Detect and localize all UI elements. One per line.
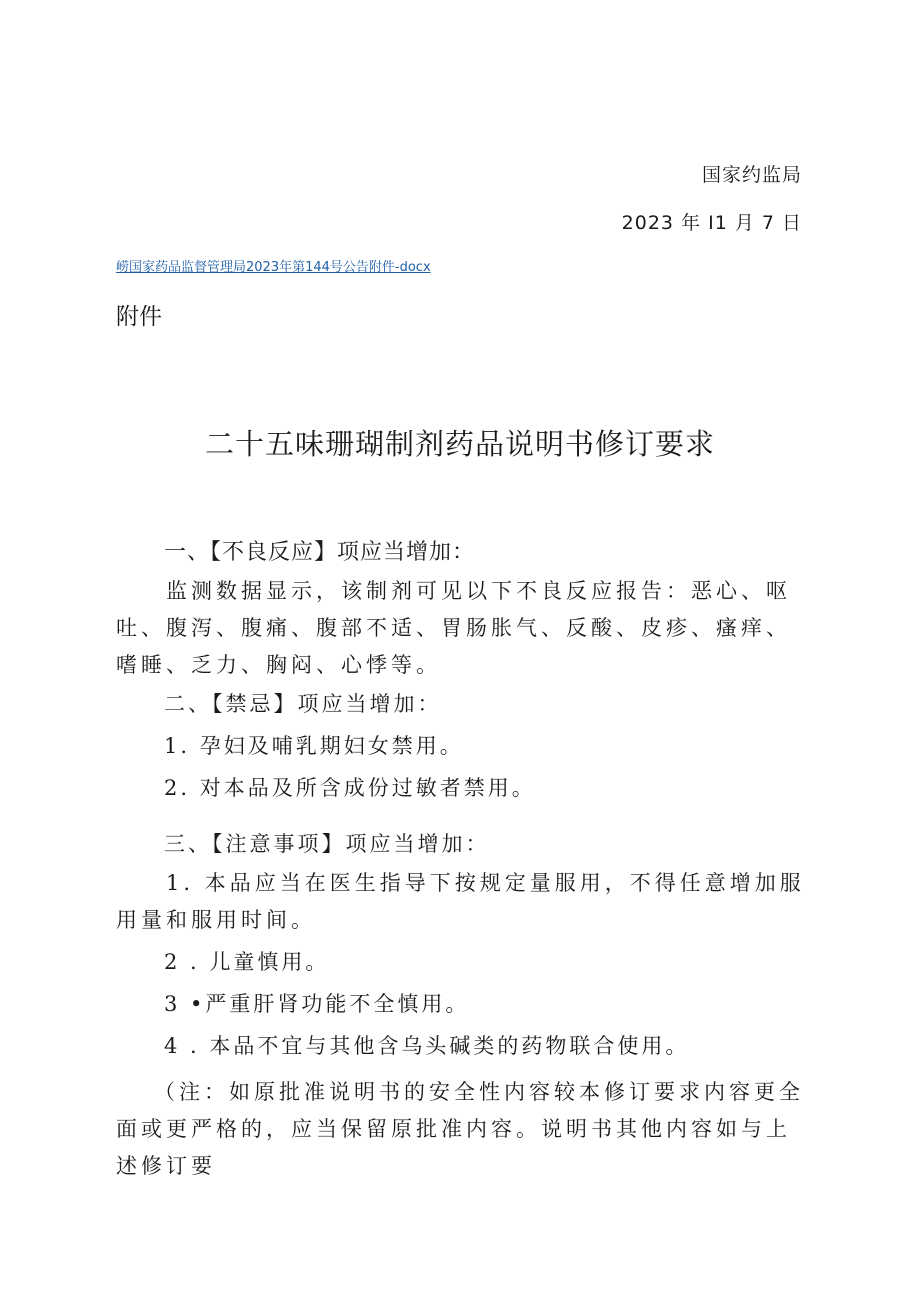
list-item: 1. 本品应当在医生指导下按规定量服用，不得任意增加服用量和服用时间。 — [116, 871, 805, 932]
note-paragraph: （注：如原批准说明书的安全性内容较本修订要求内容更全面或更严格的，应当保留原批准内容。说明书其他内容如与上述修订要 — [116, 1080, 804, 1178]
section-heading: 二、【禁忌】项应当增加： — [164, 692, 442, 716]
issue-date: 2023 年 I1 月 7 日 — [621, 212, 802, 234]
issuing-authority: 国家约监局 — [701, 164, 802, 186]
list-item: 2. 对本品及所含成份过敏者禁用。 — [164, 776, 536, 800]
attachment-file-link[interactable]: 崂国家药品监督管理局2023年第144号公告附件-docx — [116, 260, 431, 275]
section-precautions — [116, 826, 806, 1065]
section-heading: 三、【注意事项】项应当增加： — [164, 832, 490, 856]
document-title: 二十五味珊瑚制剂药品说明书修订要求 — [204, 427, 715, 461]
list-item: 2 . 儿童慎用。 — [164, 950, 330, 974]
list-item: 4 . 本品不宜与其他含乌头碱类的药物联合使用。 — [164, 1034, 690, 1058]
section-adverse-reactions — [116, 534, 806, 684]
section-contraindications — [116, 686, 806, 807]
section-heading: 一、【不良反应】项应当增加： — [164, 540, 476, 565]
list-item: 1. 孕妇及哺乳期妇女禁用。 — [164, 734, 464, 758]
note-block — [116, 1074, 806, 1185]
list-item: 3 •严重肝肾功能不全慎用。 — [164, 992, 470, 1016]
section-paragraph: 监测数据显示，该制剂可见以下不良反应报告：恶心、呕吐、腹泻、腹痛、腹部不适、胃肠胀气、反酸、皮疹、瘙痒、嗜睡、乏力、胸闷、心悸等。 — [116, 579, 791, 677]
attachment-label: 附件 — [116, 304, 162, 330]
